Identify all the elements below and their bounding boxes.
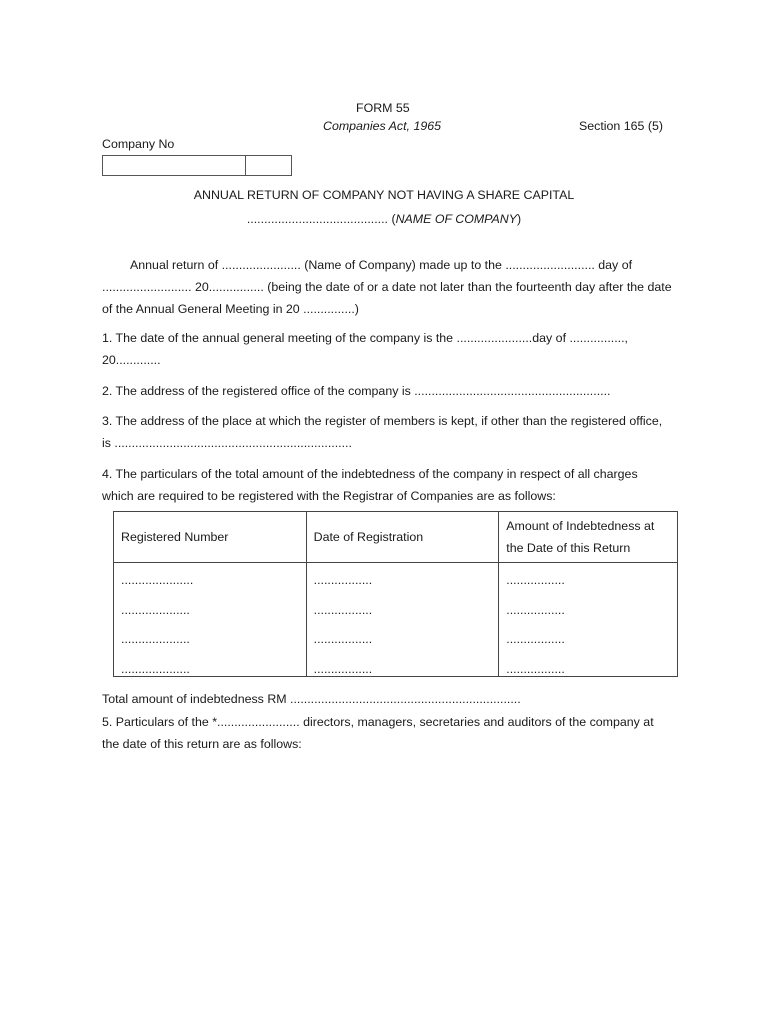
act-reference: Companies Act, 1965 xyxy=(323,119,442,133)
company-name-dots: ......................................... ( xyxy=(246,212,396,226)
company-name-label: NAME OF COMPANY xyxy=(395,212,517,226)
section-reference: Section 165 (5) xyxy=(579,119,664,133)
amount-cell[interactable]: ................. xyxy=(499,617,678,647)
header-registered-number: Registered Number xyxy=(114,512,307,563)
date-of-registration-cell[interactable]: ................. xyxy=(306,617,499,647)
item-1: 1. The date of the annual general meeting of the company is the ......................day of ................, 20............. xyxy=(102,331,628,367)
company-no-cell[interactable] xyxy=(103,156,246,175)
charges-table xyxy=(113,511,678,677)
company-no-field[interactable] xyxy=(102,155,292,176)
company-no-label: Company No xyxy=(102,137,175,151)
company-name-line xyxy=(0,212,768,226)
date-of-registration-cell[interactable]: ................. xyxy=(306,587,499,617)
item-3: 3. The address of the place at which the register of members is kept, if other than the registered office, is ..................................................................... xyxy=(102,414,663,450)
intro-text: Annual return of ....................... (Name of Company) made up to the .......................... day of .......................... 20................ (being the date of or a date not later than the fourteenth day after the date of the Annual General Meeting in 20 ...............) xyxy=(102,258,672,316)
amount-cell[interactable]: ................. xyxy=(499,646,678,676)
table-row xyxy=(114,587,678,617)
amount-cell[interactable]: ................. xyxy=(499,563,678,588)
item-2: 2. The address of the registered office of the company is ......................................................... xyxy=(102,384,611,398)
table-row xyxy=(114,646,678,676)
form-number: FORM 55 xyxy=(356,101,410,115)
item-4: 4. The particulars of the total amount of the indebtedness of the company in respect of all charges which are required to be registered with the Registrar of Companies are as follows: xyxy=(102,467,638,503)
form-heading: ANNUAL RETURN OF COMPANY NOT HAVING A SHARE CAPITAL xyxy=(193,188,575,202)
total-indebtedness: Total amount of indebtedness RM ................................................................... xyxy=(102,692,521,706)
company-name-close: ) xyxy=(516,212,522,226)
amount-cell[interactable]: ................. xyxy=(499,587,678,617)
registered-number-cell[interactable]: .................... xyxy=(114,646,307,676)
table-row xyxy=(114,617,678,647)
header-date-of-registration: Date of Registration xyxy=(306,512,499,563)
date-of-registration-cell[interactable]: ................. xyxy=(306,646,499,676)
registered-number-cell[interactable]: .................... xyxy=(114,617,307,647)
company-no-suffix-cell[interactable] xyxy=(246,156,291,175)
registered-number-cell[interactable]: .................... xyxy=(114,587,307,617)
table-row xyxy=(114,563,678,588)
item-5: 5. Particulars of the *........................ directors, managers, secretaries and auditors of the company at the date of this return are as follows: xyxy=(102,715,654,751)
date-of-registration-cell[interactable]: ................. xyxy=(306,563,499,588)
header-amount-of-indebtedness: Amount of Indebtedness at the Date of this Return xyxy=(499,512,678,563)
intro-paragraph xyxy=(102,254,672,320)
registered-number-cell[interactable]: ..................... xyxy=(114,563,307,588)
